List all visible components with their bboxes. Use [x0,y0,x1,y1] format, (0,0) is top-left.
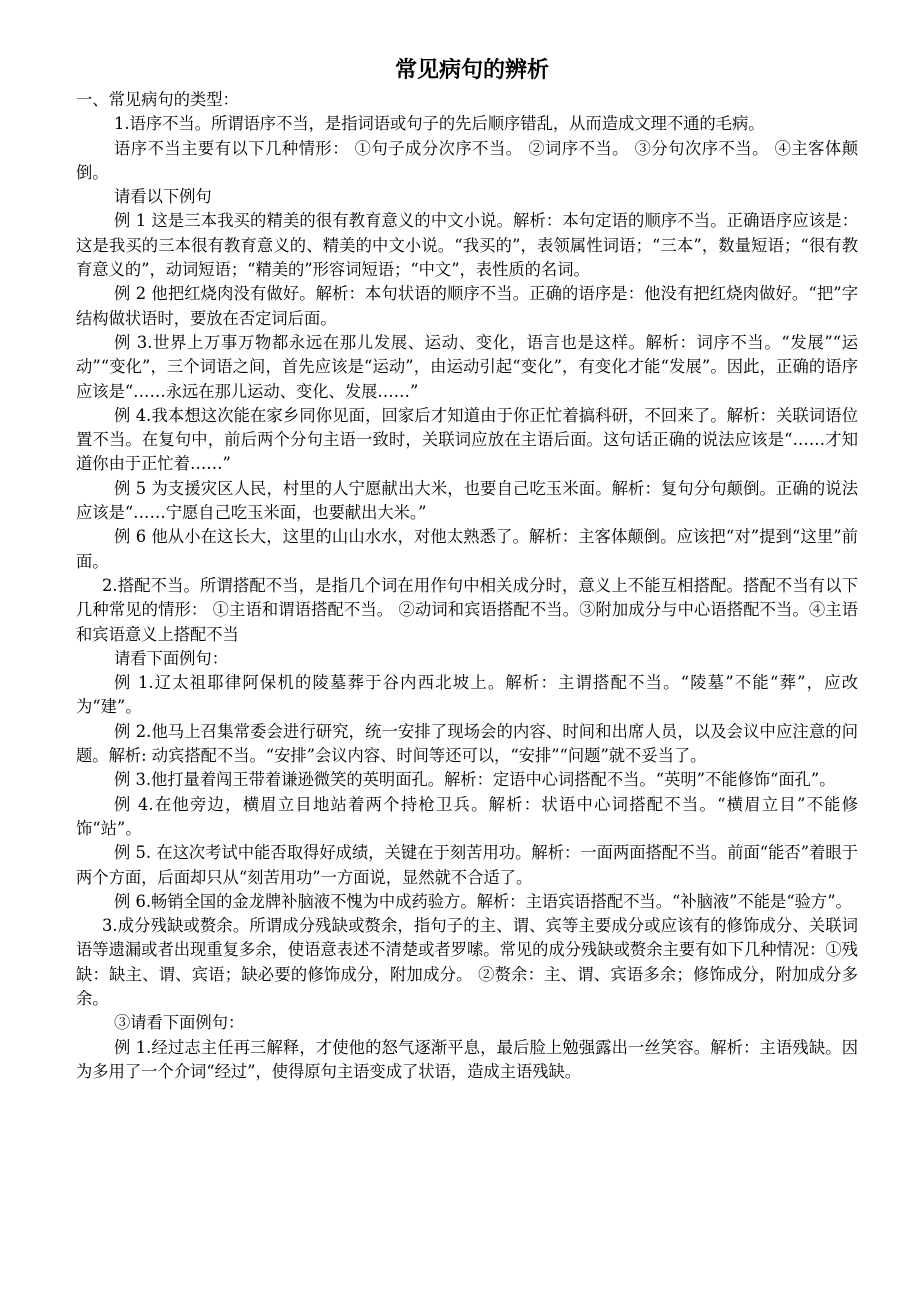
paragraph: 3.成分残缺或赘余。所谓成分残缺或赘余，指句子的主、谓、宾等主要成分或应该有的修饰成分、关联词语等遗漏或者出现重复多余，使语意表述不清楚或者罗嗦。常见的成分残缺或赘余主要有如下几种情况：①残缺：缺主、谓、宾语；缺必要的修饰成分，附加成分。 ②赘余：主、谓、宾语多余；修饰成分，附加成分多余。 [76,916,858,1008]
paragraph: 2.搭配不当。所谓搭配不当，是指几个词在用作句中相关成分时，意义上不能互相搭配。搭配不当有以下几种常见的情形： ①主语和谓语搭配不当。 ②动词和宾语搭配不当。③附加成分与中心语搭配不当。④主语和宾语意义上搭配不当 [76,575,858,644]
paragraph: 请看下面例句： [114,648,228,668]
paragraph: 例 3.他打量着闯王带着谦逊微笑的英明面孔。解析：定语中心词搭配不当。“英明”不能修饰“面孔”。 [114,770,836,790]
paragraph: 例 6 他从小在这长大，这里的山山水水，对他太熟悉了。解析：主客体颠倒。应该把“对”提到“这里”前面。 [76,527,858,571]
paragraph: 请看以下例句 [114,187,212,207]
page-title: 常见病句的辨析 [394,58,549,83]
paragraph: 例 1.经过志主任再三解释，才使他的怒气逐渐平息，最后脸上勉强露出一丝笑容。解析：主语残缺。因为多用了一个介词“经过”，使得原句主语变成了状语，造成主语残缺。 [76,1037,858,1081]
paragraph: 例 2.他马上召集常委会进行研究，统一安排了现场会的内容、时间和出席人员，以及会议中应注意的问题。解析: 动宾搭配不当。“安排”会议内容、时间等还可以，“安排”“问题”就不妥当了。 [76,721,858,766]
paragraph: 例 4.在他旁边，横眉立目地站着两个持枪卫兵。解析：状语中心词搭配不当。“横眉立目”不能修饰“站”。 [76,794,858,838]
paragraph: 例 4.我本想这次能在家乡同你见面，回家后才知道由于你正忙着搞科研，不回来了。解析：关联词语位置不当。在复句中，前后两个分句主语一致时，关联词应放在主语后面。这句话正确的说法应该是“……才知道你由于正忙着……” [76,405,858,474]
paragraph: 语序不当主要有以下几种情形： ①句子成分次序不当。 ②词序不当。 ③分句次序不当。 ④主客体颠倒。 [76,138,858,182]
paragraph: 例 1 这是三本我买的精美的很有教育意义的中文小说。解析：本句定语的顺序不当。正确语序应该是：这是我买的三本很有教育意义的、精美的中文小说。“我买的”，表领属性词语；“三本”，数量短语；“很有教育意义的”，动词短语；“精美的”形容词短语；“中文”，表性质的名词。 [76,211,858,280]
paragraph: ③请看下面例句： [114,1013,245,1033]
paragraph: 例 3.世界上万事万物都永远在那儿发展、运动、变化，语言也是这样。解析：词序不当。“发展”“运动”“变化”，三个词语之间，首先应该是“运动”，由运动引起“变化”，有变化才能“发展”。因此，正确的语序应该是“……永远在那儿运动、变化、发展……” [76,332,858,401]
section-heading: 一、常见病句的类型： [76,90,239,109]
paragraph: 例 5 为支援灾区人民，村里的人宁愿献出大米，也要自己吃玉米面。解析：复句分句颠倒。正确的说法应该是“……宁愿自己吃玉米面，也要献出大米。” [76,478,858,523]
document-page [76,54,858,1084]
paragraph: 例 5. 在这次考试中能否取得好成绩，关键在于刻苦用功。解析：一面两面搭配不当。前面“能否”着眼于两个方面，后面却只从“刻苦用功”一方面说，显然就不合适了。 [76,843,858,887]
paragraph: 例 6.畅销全国的金龙牌补脑液不愧为中成药验方。解析：主语宾语搭配不当。“补脑液”不能是“验方”。 [114,891,852,911]
paragraph: 例 2 他把红烧肉没有做好。解析：本句状语的顺序不当。正确的语序是：他没有把红烧肉做好。“把”字结构做状语时，要放在否定词后面。 [76,284,858,328]
paragraph: 例 1.辽太祖耶律阿保机的陵墓葬于谷内西北坡上。解析：主谓搭配不当。“陵墓”不能“葬”，应改为“建”。 [76,673,858,717]
paragraph: 1.语序不当。所谓语序不当，是指词语或句子的先后顺序错乱，从而造成文理不通的毛病。 [114,114,765,134]
